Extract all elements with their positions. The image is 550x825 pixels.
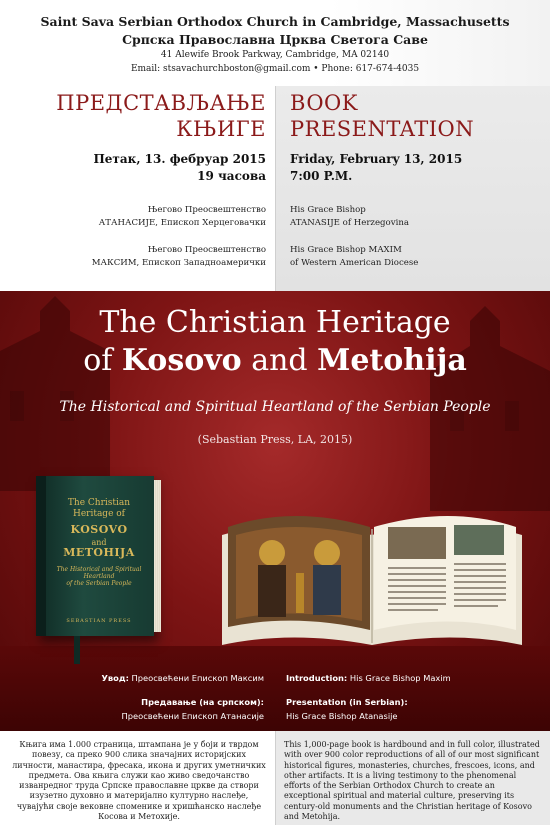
presentation-english-value: His Grace Bishop Atanasije (286, 711, 398, 721)
title-of: of (83, 343, 122, 378)
book-publisher: (Sebastian Press, LA, 2015) (197, 433, 353, 446)
band-floor (0, 646, 550, 731)
presentation-serbian-value: Преосвећени Епископ Атанасије (121, 711, 264, 721)
description-serbian: Књига има 1.000 страница, штампана је у боји и тврдом повезу, са преко 900 слика значајних историјских личности, манастира, фресака, икона и других уметничких предмета. Ова књига служи као живо сведочанство изванредног труда Српске православне цркве да створи изузетно духовно и материјално културно наслеђе, чувајући своје вековне споменике и хришћанско наслеђе Косова и Метохије. (12, 740, 266, 822)
intro-serbian-label: Увод: (101, 673, 129, 683)
pres-serbian-label-text: Предавање (на српском): (141, 697, 264, 707)
english-bishop1-line1: His Grace Bishop (290, 205, 366, 215)
english-bishop2-line1: His Grace Bishop MAXIM (290, 245, 402, 255)
serbian-title-line1: ПРЕДСТАВЉАЊЕ (56, 91, 266, 115)
presentation-serbian-label (141, 697, 264, 707)
cover-line7: of the Serbian People (66, 580, 132, 587)
book-title-line2 (0, 343, 550, 378)
english-announcement (276, 86, 550, 291)
cover-line6: The Historical and Spiritual Heartland (56, 566, 142, 580)
open-book-illustration-icon (222, 495, 522, 645)
serbian-bishop2-line2: МАКСИМ, Епископ Западноамерички (91, 258, 266, 268)
serbian-announcement (0, 86, 276, 291)
intro-serbian (102, 673, 264, 683)
title-metohija: Metohija (317, 343, 467, 378)
serbian-bishop1-line2: АТАНАСИЈЕ, Епископ Херцеговачки (98, 218, 266, 228)
title-and: and (241, 343, 318, 378)
intro-english-value: His Grace Bishop Maxim (347, 673, 451, 683)
serbian-title-line2: КЊИГЕ (176, 117, 266, 141)
intro-english (286, 673, 451, 683)
english-date: Friday, February 13, 2015 (290, 152, 463, 166)
title-kosovo: Kosovo (121, 343, 242, 378)
book-subtitle: The Historical and Spiritual Heartland of the Serbian People (59, 399, 491, 415)
church-contact: Email: stsavachurchboston@gmail.com • Phone: 617-674-4035 (130, 64, 420, 74)
serbian-bishop2-line1: Његово Преосвештенство (147, 245, 266, 255)
intro-english-label: Introduction: (286, 673, 348, 683)
cover-line1: The Christian (67, 498, 131, 508)
intro-serbian-value: Преосвећени Епископ Максим (128, 673, 264, 683)
book-title-line1: The Christian Heritage (99, 305, 451, 340)
presentation-english-label (286, 697, 408, 707)
book-page-edges (154, 480, 161, 632)
church-name-english: Saint Sava Serbian Orthodox Church in Cambridge, Massachusetts (40, 14, 510, 29)
church-address: 41 Alewife Brook Parkway, Cambridge, MA 02140 (160, 50, 390, 60)
bookmark-ribbon (74, 636, 80, 664)
description-english-panel (276, 731, 550, 825)
english-time: 7:00 P.M. (290, 169, 353, 183)
serbian-time: 19 часова (197, 169, 266, 183)
english-title-line2: PRESENTATION (290, 117, 475, 141)
cover-line4: and (91, 538, 107, 547)
pres-english-label-text: Presentation (in Serbian): (286, 697, 408, 707)
church-name-serbian: Српска Православна Црква Светога Саве (122, 32, 428, 47)
church-header (0, 0, 550, 86)
cover-publisher: SEBASTIAN PRESS (66, 618, 132, 624)
description-serbian-panel (0, 731, 275, 825)
serbian-date: Петак, 13. фебруар 2015 (93, 152, 266, 166)
english-title-line1: BOOK (290, 91, 358, 115)
cover-line2: Heritage of (72, 509, 126, 519)
book-feature-band (0, 291, 550, 731)
english-bishop1-line2: ATANASIJE of Herzegovina (290, 218, 409, 228)
cover-line5: METOHIJA (63, 546, 135, 559)
book-spine (36, 476, 46, 636)
english-bishop2-line2: of Western American Diocese (290, 258, 419, 268)
cover-line3: KOSOVO (70, 523, 128, 536)
closed-book-cover (36, 476, 154, 636)
serbian-bishop1-line1: Његово Преосвештенство (147, 205, 266, 215)
description-english: This 1,000-page book is hardbound and in full color, illustrated with over 900 color reproductions of all of our most significant historical figures, monasteries, churches, frescoes, icons, and other artifacts. It is a living testimony to the phenomenal efforts of the Serbian Orthodox Church to create an exceptional spiritual and material culture, preserving its century-old monuments and the Christian heritage of Kosovo and Metohija. (284, 740, 540, 822)
